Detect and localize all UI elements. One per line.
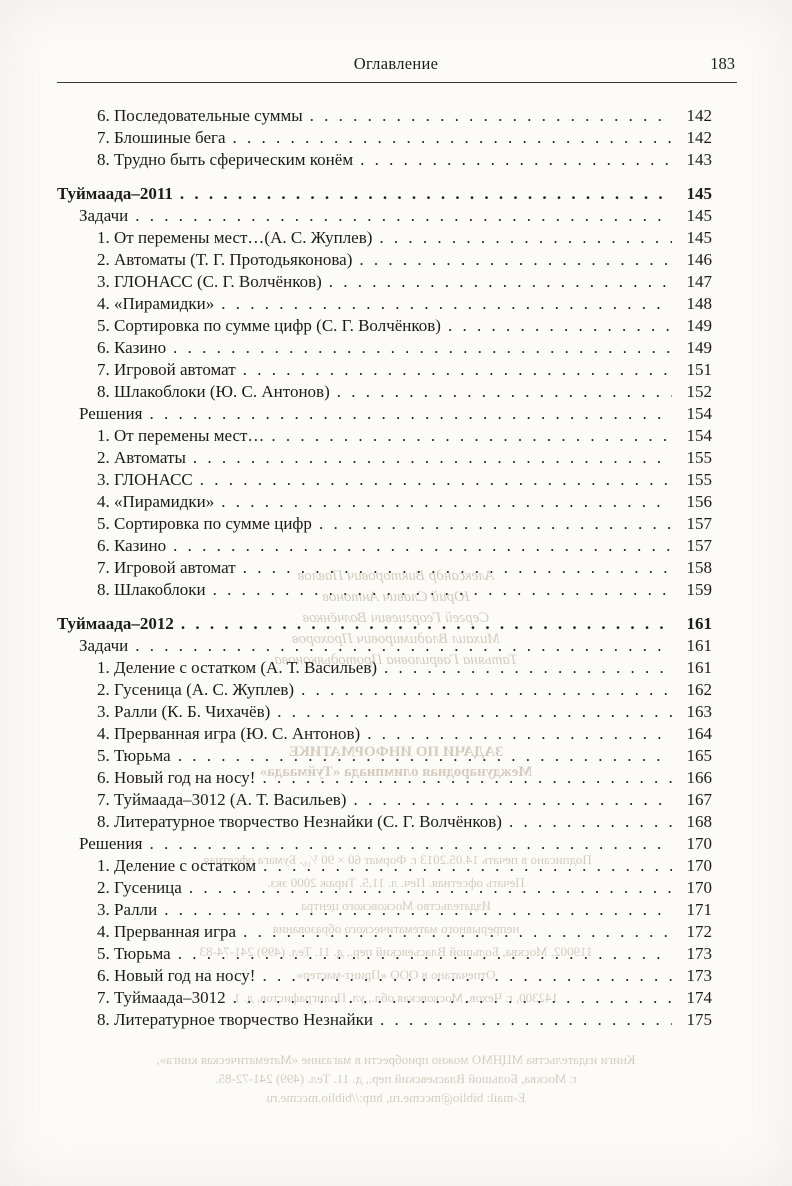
dot-leader bbox=[243, 557, 672, 579]
toc-entry-page: 142 bbox=[686, 128, 712, 147]
toc-entry-page: 163 bbox=[686, 702, 712, 721]
toc-entry-page: 158 bbox=[686, 558, 712, 577]
toc-entry-title: 5. Сортировка по сумме цифр (С. Г. Волчёнков) bbox=[97, 316, 441, 335]
dot-leader bbox=[135, 635, 672, 657]
toc-entry-page: 161 bbox=[686, 636, 712, 655]
page-number: 183 bbox=[710, 54, 735, 73]
toc-entry-page: 156 bbox=[686, 492, 712, 511]
toc-entry-page: 170 bbox=[686, 856, 712, 875]
dot-leader bbox=[243, 359, 672, 381]
toc-entry-page: 142 bbox=[686, 106, 712, 125]
toc-entry-title: 1. От перемены мест… bbox=[97, 426, 265, 445]
toc-entry bbox=[57, 249, 712, 271]
toc-entry bbox=[57, 513, 712, 535]
toc-entry bbox=[57, 403, 712, 425]
dot-leader bbox=[353, 789, 672, 811]
toc-entry bbox=[57, 491, 712, 513]
toc-entry-page: 149 bbox=[686, 316, 712, 335]
toc-entry bbox=[57, 679, 712, 701]
toc-entry-title: 6. Новый год на носу! bbox=[97, 768, 256, 787]
dot-leader bbox=[262, 767, 672, 789]
page-header-title: Оглавление bbox=[353, 54, 439, 73]
toc-entry-page: 165 bbox=[686, 746, 712, 765]
toc-entry-title: 6. Последовательные суммы bbox=[97, 106, 303, 125]
dot-leader bbox=[310, 105, 672, 127]
dot-leader bbox=[200, 469, 672, 491]
toc-entry-title: 5. Тюрьма bbox=[97, 944, 171, 963]
toc-entry bbox=[57, 205, 712, 227]
toc-entry bbox=[57, 657, 712, 679]
toc-entry-page: 166 bbox=[686, 768, 712, 787]
dot-leader bbox=[337, 381, 672, 403]
toc-entry-title: 8. Литературное творчество Незнайки (С. Г. Волчёнков) bbox=[97, 812, 502, 831]
toc-entry-title: 2. Автоматы (Т. Г. Протодьяконова) bbox=[97, 250, 353, 269]
dot-leader bbox=[243, 921, 672, 943]
dot-leader bbox=[149, 403, 672, 425]
toc-entry-page: 171 bbox=[686, 900, 712, 919]
toc-entry-title: 1. Деление с остатком bbox=[97, 856, 257, 875]
toc-entry-title: 2. Автоматы bbox=[97, 448, 186, 467]
dot-leader bbox=[329, 271, 672, 293]
toc-entry-page: 175 bbox=[686, 1010, 712, 1029]
dot-leader bbox=[173, 337, 672, 359]
dot-leader bbox=[149, 833, 672, 855]
dot-leader bbox=[360, 149, 672, 171]
toc-entry-title: 7. Туймаада–3012 (А. Т. Васильев) bbox=[97, 790, 347, 809]
toc-entry-page: 145 bbox=[686, 184, 712, 203]
toc-entry-page: 157 bbox=[686, 514, 712, 533]
toc-entry bbox=[57, 381, 712, 403]
toc-entry-page: 154 bbox=[686, 426, 712, 445]
ghost-line: E-mail: biblio@mccme.ru, http://biblio.mccme.ru bbox=[266, 1090, 526, 1105]
toc-entry-title: 4. «Пирамидки» bbox=[97, 492, 215, 511]
page-header bbox=[57, 54, 735, 78]
dot-leader bbox=[193, 447, 672, 469]
toc-entry-title: 3. ГЛОНАСС (С. Г. Волчёнков) bbox=[97, 272, 322, 291]
dot-leader bbox=[173, 535, 672, 557]
toc-entry-title: Решения bbox=[79, 404, 143, 423]
ghost-line: 142300, г. Чехов, Московская обл., ул. Полиграфистов, д. 1 bbox=[233, 990, 559, 1005]
toc-entry-title: 3. ГЛОНАСС bbox=[97, 470, 193, 489]
toc-entry-title: Задачи bbox=[79, 636, 129, 655]
toc-entry bbox=[57, 227, 712, 249]
toc-entry-page: 162 bbox=[686, 680, 712, 699]
toc-entry-title: 6. Казино bbox=[97, 338, 167, 357]
dot-leader bbox=[509, 811, 672, 833]
dot-leader bbox=[233, 987, 672, 1009]
toc-entry-title: 8. Литературное творчество Незнайки bbox=[97, 1010, 373, 1029]
toc-entry bbox=[57, 149, 712, 171]
ghost-line: Печать офсетная. Печ. л. 11,5. Тираж 2000 экз. bbox=[267, 875, 525, 890]
toc-entry-title: 7. Игровой автомат bbox=[97, 558, 236, 577]
toc-entry-page: 172 bbox=[686, 922, 712, 941]
ghost-line: Александр Викторович Павлов bbox=[297, 568, 495, 584]
toc-entry-title: 8. Трудно быть сферическим конём bbox=[97, 150, 354, 169]
toc-entry bbox=[57, 469, 712, 491]
toc-entry bbox=[57, 877, 712, 899]
toc-entry-page: 167 bbox=[686, 790, 712, 809]
toc-entry bbox=[57, 921, 712, 943]
toc-entry-page: 161 bbox=[686, 614, 712, 633]
dot-leader bbox=[263, 855, 672, 877]
toc-entry-title: 7. Блошиные бега bbox=[97, 128, 226, 147]
ghost-line: Отпечатано в ООО «Принт-мастер» bbox=[296, 967, 496, 982]
toc-entry bbox=[57, 315, 712, 337]
toc-entry-page: 145 bbox=[686, 206, 712, 225]
ghost-text-block bbox=[40, 1050, 752, 1107]
ghost-line: Международная олимпиада «Туймаада» bbox=[259, 764, 533, 780]
toc-entry-page: 159 bbox=[686, 580, 712, 599]
toc-entry bbox=[57, 579, 712, 601]
toc-entry-title: Решения bbox=[79, 834, 143, 853]
dot-leader bbox=[359, 249, 672, 271]
toc-entry-page: 164 bbox=[686, 724, 712, 743]
dot-leader bbox=[319, 513, 672, 535]
toc-entry bbox=[57, 767, 712, 789]
toc-entry bbox=[57, 899, 712, 921]
toc-entry-title: 4. «Пирамидки» bbox=[97, 294, 215, 313]
dot-leader bbox=[379, 227, 672, 249]
toc-entry-page: 148 bbox=[686, 294, 712, 313]
toc-entry bbox=[57, 855, 712, 877]
toc-entry-page: 143 bbox=[686, 150, 712, 169]
toc-entry-page: 152 bbox=[686, 382, 712, 401]
dot-leader bbox=[178, 745, 672, 767]
dot-leader bbox=[367, 723, 672, 745]
dot-leader bbox=[164, 899, 672, 921]
toc-entry-title: 8. Шлакоблоки (Ю. С. Антонов) bbox=[97, 382, 330, 401]
dot-leader bbox=[189, 877, 672, 899]
dot-leader bbox=[135, 205, 672, 227]
toc-entry bbox=[57, 337, 712, 359]
ghost-line: Михаил Владимирович Прохоров bbox=[291, 631, 501, 647]
toc-entry-title: Задачи bbox=[79, 206, 129, 225]
toc-entry bbox=[57, 127, 712, 149]
toc-entry-page: 161 bbox=[686, 658, 712, 677]
toc-entry bbox=[57, 811, 712, 833]
dot-leader bbox=[380, 1009, 672, 1031]
toc-entry bbox=[57, 943, 712, 965]
toc-entry-page: 151 bbox=[686, 360, 712, 379]
ghost-line: Татьяна Гавриловна Протодьяконова bbox=[274, 652, 518, 668]
toc-entry-page: 170 bbox=[686, 834, 712, 853]
toc-entry-page: 149 bbox=[686, 338, 712, 357]
toc-entry-page: 155 bbox=[686, 448, 712, 467]
toc-entry bbox=[57, 833, 712, 855]
ghost-line: непрерывного математического образования bbox=[272, 921, 520, 936]
ghost-line: Сергей Георгиевич Волчёнков bbox=[302, 610, 490, 626]
dot-leader bbox=[221, 293, 672, 315]
toc-entry-page: 170 bbox=[686, 878, 712, 897]
ghost-line: г. Москва, Большой Власьевский пер., д. 11. Тел. (499) 241-72-85. bbox=[215, 1071, 577, 1086]
toc-entry-page: 147 bbox=[686, 272, 712, 291]
ghost-line: Книги издательства МЦНМО можно приобрести в магазине «Математическая книга», bbox=[156, 1052, 636, 1067]
toc-entry bbox=[57, 745, 712, 767]
toc-entry-title: 3. Ралли bbox=[97, 900, 158, 919]
toc-entry-title: 6. Новый год на носу! bbox=[97, 966, 256, 985]
toc-entry bbox=[57, 293, 712, 315]
table-of-contents bbox=[57, 105, 712, 1031]
dot-leader bbox=[262, 965, 672, 987]
dot-leader bbox=[271, 425, 672, 447]
toc-entry-title: 1. От перемены мест…(А. С. Жуплев) bbox=[97, 228, 373, 247]
toc-entry-title: 4. Прерванная игра (Ю. С. Антонов) bbox=[97, 724, 361, 743]
ghost-line: Подписано в печать 14.05.2013 г. Формат 60 × 90 ¹⁄₁₆. Бумага офсетная. bbox=[200, 852, 592, 867]
header-rule bbox=[57, 82, 737, 83]
toc-entry-title: 1. Деление с остатком (А. Т. Васильев) bbox=[97, 658, 378, 677]
dot-leader bbox=[277, 701, 672, 723]
dot-leader bbox=[301, 679, 672, 701]
toc-entry-title: Туймаада–2012 bbox=[57, 614, 174, 633]
toc-entry-title: 7. Туймаада–3012 bbox=[97, 988, 226, 1007]
toc-entry-title: 4. Прерванная игра bbox=[97, 922, 237, 941]
toc-entry bbox=[57, 557, 712, 579]
toc-entry-title: Туймаада–2011 bbox=[57, 184, 173, 203]
toc-entry bbox=[57, 447, 712, 469]
dot-leader bbox=[233, 127, 672, 149]
toc-entry-title: 7. Игровой автомат bbox=[97, 360, 236, 379]
dot-leader bbox=[178, 943, 672, 965]
dot-leader bbox=[181, 613, 672, 635]
toc-entry-page: 173 bbox=[686, 966, 712, 985]
toc-entry-page: 157 bbox=[686, 536, 712, 555]
toc-entry-page: 168 bbox=[686, 812, 712, 831]
ghost-line: Издательство Московского центра bbox=[301, 898, 491, 913]
ghost-line: 119002, Москва, Большой Власьевский пер., д. 11. Тел. (499) 241-74-83 bbox=[199, 944, 593, 959]
toc-entry bbox=[57, 613, 712, 635]
toc-entry bbox=[57, 965, 712, 987]
toc-entry-title: 5. Тюрьма bbox=[97, 746, 171, 765]
toc-entry bbox=[57, 789, 712, 811]
dot-leader bbox=[180, 183, 672, 205]
toc-entry bbox=[57, 425, 712, 447]
toc-entry-title: 8. Шлакоблоки bbox=[97, 580, 206, 599]
toc-entry-page: 173 bbox=[686, 944, 712, 963]
toc-entry bbox=[57, 1009, 712, 1031]
toc-entry-page: 154 bbox=[686, 404, 712, 423]
ghost-line: ЗАДАЧИ ПО ИНФОРМАТИКЕ bbox=[288, 744, 504, 760]
toc-entry-title: 6. Казино bbox=[97, 536, 167, 555]
toc-entry bbox=[57, 987, 712, 1009]
toc-entry-title: 3. Ралли (К. Б. Чихачёв) bbox=[97, 702, 271, 721]
ghost-line: Юрий Славич Антонов bbox=[322, 589, 470, 605]
toc-entry bbox=[57, 535, 712, 557]
toc-entry-page: 145 bbox=[686, 228, 712, 247]
toc-entry-page: 155 bbox=[686, 470, 712, 489]
toc-entry bbox=[57, 359, 712, 381]
toc-entry bbox=[57, 723, 712, 745]
dot-leader bbox=[221, 491, 672, 513]
toc-entry-page: 174 bbox=[686, 988, 712, 1007]
dot-leader bbox=[213, 579, 672, 601]
toc-entry-page: 146 bbox=[686, 250, 712, 269]
toc-entry bbox=[57, 635, 712, 657]
toc-entry-title: 5. Сортировка по сумме цифр bbox=[97, 514, 312, 533]
toc-entry bbox=[57, 271, 712, 293]
toc-entry-title: 2. Гусеница bbox=[97, 878, 182, 897]
toc-entry bbox=[57, 183, 712, 205]
toc-entry bbox=[57, 701, 712, 723]
toc-entry bbox=[57, 105, 712, 127]
dot-leader bbox=[384, 657, 672, 679]
toc-entry-title: 2. Гусеница (А. С. Жуплев) bbox=[97, 680, 295, 699]
dot-leader bbox=[448, 315, 672, 337]
